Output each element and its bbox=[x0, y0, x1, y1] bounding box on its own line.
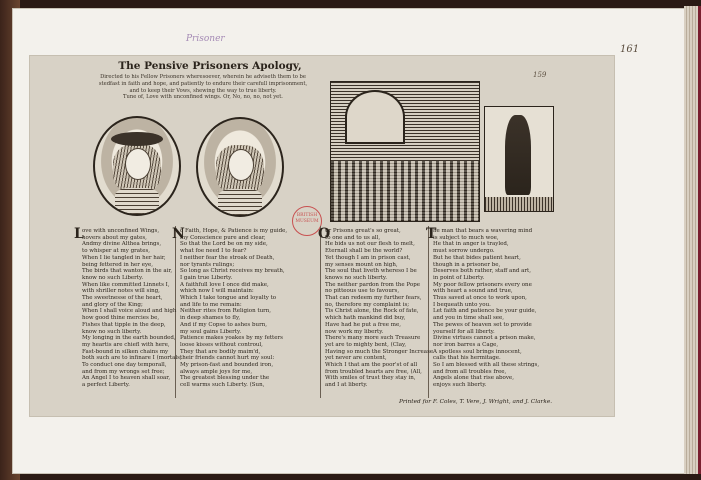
verse-line: in deep shames to fly, bbox=[180, 315, 241, 322]
verse-line: he man that bears a wavering mind bbox=[433, 228, 533, 234]
verse-column-4 bbox=[433, 228, 539, 389]
stamp-line: BRITISH bbox=[296, 213, 318, 218]
verse-line: no pitteous use to favours, bbox=[325, 288, 400, 295]
verse-line: cell warms such Liberty. (Sun, bbox=[180, 382, 265, 389]
verse-line: A spotless soul brings innocent, bbox=[433, 348, 522, 355]
verse-line: must sorrow undergo. bbox=[433, 248, 495, 255]
manuscript-note: Prisoner bbox=[186, 34, 225, 44]
verse-line: And if my Copse to ashes burn, bbox=[180, 321, 267, 328]
verse-line: now work my liberty. bbox=[325, 328, 384, 335]
verse-line: enjoys such liberty. bbox=[433, 382, 487, 389]
verse-line: Have had he put a free me, bbox=[325, 321, 402, 328]
verse-line: Fast-bound in silken chains my bbox=[82, 348, 169, 355]
verse-line: With smiles of trust they stay in, bbox=[325, 375, 416, 382]
verse-line: A faithfull love I once did make, bbox=[180, 281, 269, 288]
verse-line: know no such Liberty. bbox=[82, 274, 144, 281]
verse-line: is subject to much woe, bbox=[433, 234, 499, 241]
verse-line: Tis Christ alone, the Rock of fate, bbox=[325, 308, 419, 315]
verse-line: My longing in the earth bounded, bbox=[82, 335, 176, 342]
verse-line: knows no such liberty. bbox=[325, 274, 388, 281]
verse-line: So long as Christ receives my breath, bbox=[180, 268, 285, 275]
verse-line: Which I take tongue and loyalty to bbox=[180, 295, 277, 302]
verse-line: calls that his hermitage. bbox=[433, 355, 501, 362]
verse-line: my soul gains Liberty. bbox=[180, 328, 242, 335]
verse-line: o Faith, Hope, & Patience is my guide, bbox=[180, 228, 288, 234]
verse-line: The sweetnesse of the heart, bbox=[82, 295, 163, 302]
verse-line: in point of Liberty. bbox=[433, 274, 485, 281]
verse-line: nor iron barres a Cage, bbox=[433, 341, 499, 348]
drop-cap: T bbox=[426, 226, 437, 242]
verse-line: Angels alone that rise above, bbox=[433, 375, 514, 382]
page-edge bbox=[684, 6, 701, 474]
portrait-face bbox=[125, 148, 151, 180]
drop-cap: N bbox=[172, 226, 185, 242]
verse-line: Having so much the Stronger Increase bbox=[325, 348, 434, 355]
verse-line: being fettered in her eye, bbox=[82, 261, 154, 268]
verse-line: yet are to mighty bent, (Clay, bbox=[325, 341, 407, 348]
broadside-sheet bbox=[30, 56, 614, 416]
verse-column-3 bbox=[325, 228, 433, 389]
verse-line: and from my wrongs set free; bbox=[82, 368, 165, 375]
verse-line: Eternall shall be the world? bbox=[325, 248, 403, 255]
printer-imprint: Printed for F. Coles, T. Vere, J. Wright, and J. Clarke. bbox=[399, 399, 553, 405]
ground bbox=[485, 197, 553, 211]
verse-line: ur Prisons great's so great, bbox=[325, 228, 401, 234]
verse-line: So I am blessed with all these strings, bbox=[433, 362, 540, 369]
stamp-line: MUSEUM bbox=[295, 219, 319, 224]
verse-line: I gain true Liberty. bbox=[180, 274, 233, 281]
verse-line: When like committed Linnets I, bbox=[82, 281, 170, 288]
verse-line: So that the Lord be on my side, bbox=[180, 241, 268, 248]
verse-line: their friends cannot hurt my soul: bbox=[180, 355, 275, 362]
verse-line: An Angel I to heaven shall soar, bbox=[82, 375, 171, 382]
verse-line: Thus saved at once to work upon, bbox=[433, 295, 527, 302]
verse-line: Fishes that tipple in the deep, bbox=[82, 321, 166, 328]
verse-line: always ample joys for me, bbox=[180, 368, 253, 375]
verse-line: and from all troubles free, bbox=[433, 368, 507, 375]
verse-line: Which I that am the poor'st of all bbox=[325, 362, 418, 369]
column-rule bbox=[320, 226, 321, 398]
portrait-collar bbox=[218, 189, 262, 215]
ballad-title: The Pensive Prisoners Apology, bbox=[118, 60, 302, 72]
subtitle-line: Directed to his Fellow Prisoners wheresoever, wherein he adviseth them to be bbox=[100, 74, 306, 80]
verse-line: hovers about my gates, bbox=[82, 234, 147, 241]
verse-line: They that are bodily maim'd, bbox=[180, 348, 261, 355]
crowd bbox=[331, 161, 479, 221]
verse-line: my senses mount on high, bbox=[325, 261, 398, 268]
verse-line: The pewes of heaven set to provide bbox=[433, 321, 532, 328]
drop-cap: L bbox=[74, 226, 84, 242]
verse-line: Let faith and patience be your guide, bbox=[433, 308, 537, 315]
verse-line: though in a prisoner be, bbox=[433, 261, 501, 268]
verse-line: with heart a sound and true, bbox=[433, 288, 513, 295]
verse-line: My poor fellow prisoners every one bbox=[433, 281, 532, 288]
verse-line: nor tyrants rulings; bbox=[180, 261, 235, 268]
portrait-hat bbox=[111, 132, 163, 146]
man-portrait-woodcut bbox=[93, 116, 181, 216]
verse-line: The soul that liveth whereso I be bbox=[325, 268, 417, 275]
verse-line: I bequeath unto you. bbox=[433, 301, 491, 308]
verse-line: which now I will maintain: bbox=[180, 288, 254, 295]
crowd-scene-woodcut bbox=[330, 81, 480, 222]
verse-line: When I lie tangled in her hair, bbox=[82, 254, 166, 261]
verse-line: my Conscience pure and clear, bbox=[180, 234, 266, 241]
verse-line: no, therefore my complaint is; bbox=[325, 301, 410, 308]
verse-line: Yet though I am in prison cast, bbox=[325, 254, 411, 261]
verse-line: Patience makes yoakes by my fetters bbox=[180, 335, 283, 342]
standing-figure bbox=[505, 115, 531, 195]
verse-line: how good thine mercies be, bbox=[82, 315, 160, 322]
verse-line: and I at liberty. bbox=[325, 382, 368, 389]
verse-line: which hath mankind did buy, bbox=[325, 315, 406, 322]
verse-line: Deserves both rather, staff and art, bbox=[433, 268, 531, 275]
verse-line: loose kisses without controul, bbox=[180, 341, 263, 348]
verse-line: from troubled hearts are free, (All, bbox=[325, 368, 422, 375]
verse-line: Andmy divine Althea brings, bbox=[82, 241, 162, 248]
verse-line: But he that bides patient heart, bbox=[433, 254, 521, 261]
verse-line: There's many more such Treasure bbox=[325, 335, 421, 342]
verse-line: ove with unconfined Wings, bbox=[82, 228, 160, 234]
ballad-subtitle bbox=[78, 74, 328, 101]
portrait-face bbox=[228, 149, 254, 181]
verse-line: to one and to us all, bbox=[325, 234, 381, 241]
subtitle-line: and to keep their Vows, shewing the way to true liberty. bbox=[129, 87, 277, 94]
verse-column-2 bbox=[180, 228, 287, 389]
verse-line: with shriller notes will sing, bbox=[82, 288, 160, 295]
verse-line: Divine virtues cannot a prison make, bbox=[433, 335, 536, 342]
verse-column-1 bbox=[82, 228, 182, 389]
portrait-collar bbox=[115, 188, 159, 214]
woman-portrait-woodcut bbox=[196, 117, 284, 217]
church-arch bbox=[345, 90, 405, 144]
verse-line: both such are to infinare I (mortals, bbox=[82, 355, 182, 362]
verse-line: a perfect Liberty. bbox=[82, 382, 130, 389]
verse-line: The birds that wanton in the air, bbox=[82, 268, 173, 275]
verse-line: The greatest blessing under the bbox=[180, 375, 270, 382]
verse-line: yet never are content, bbox=[325, 355, 387, 362]
verse-line: I neither fear the stroak of Death, bbox=[180, 254, 275, 261]
verse-line: yourself for all liberty. bbox=[433, 328, 495, 335]
verse-line: That can redeem my further fears, bbox=[325, 295, 422, 302]
verse-line: and you in time shall see, bbox=[433, 315, 505, 322]
verse-line: When I shall voice aloud and high bbox=[82, 308, 177, 315]
sheet-number: 159 bbox=[533, 71, 547, 79]
verse-line: Neither rites from Religion turn, bbox=[180, 308, 272, 315]
verse-line: and glory of the King; bbox=[82, 301, 143, 308]
verse-line: The neither pardon from the Pope bbox=[325, 281, 420, 288]
verse-line: He that in anger is trayled, bbox=[433, 241, 509, 248]
prisoner-figure-woodcut bbox=[484, 106, 554, 212]
verse-line: know no such liberty. bbox=[82, 328, 142, 335]
verse-line: and life to me remain: bbox=[180, 301, 242, 308]
drop-cap: O bbox=[318, 226, 331, 242]
verse-line: To conduct one day temporall, bbox=[82, 362, 167, 369]
verse-line: what foe need I to fear? bbox=[180, 248, 247, 255]
subtitle-line: stedfast in faith and hope, and patiently to endure their carefull imprisonment, bbox=[98, 80, 308, 87]
verse-line: He bids us not our flesh to melt, bbox=[325, 241, 415, 248]
verse-line: my heartis are chiefl with here, bbox=[82, 341, 170, 348]
verse-line: My prison-fast and bounded iron, bbox=[180, 362, 274, 369]
subtitle-line: Tune of, Love with unconfined wings. Or, No, no, no, not yet. bbox=[123, 94, 283, 101]
page-number: 161 bbox=[620, 44, 640, 55]
verse-line: to whisper at my grates, bbox=[82, 248, 151, 255]
